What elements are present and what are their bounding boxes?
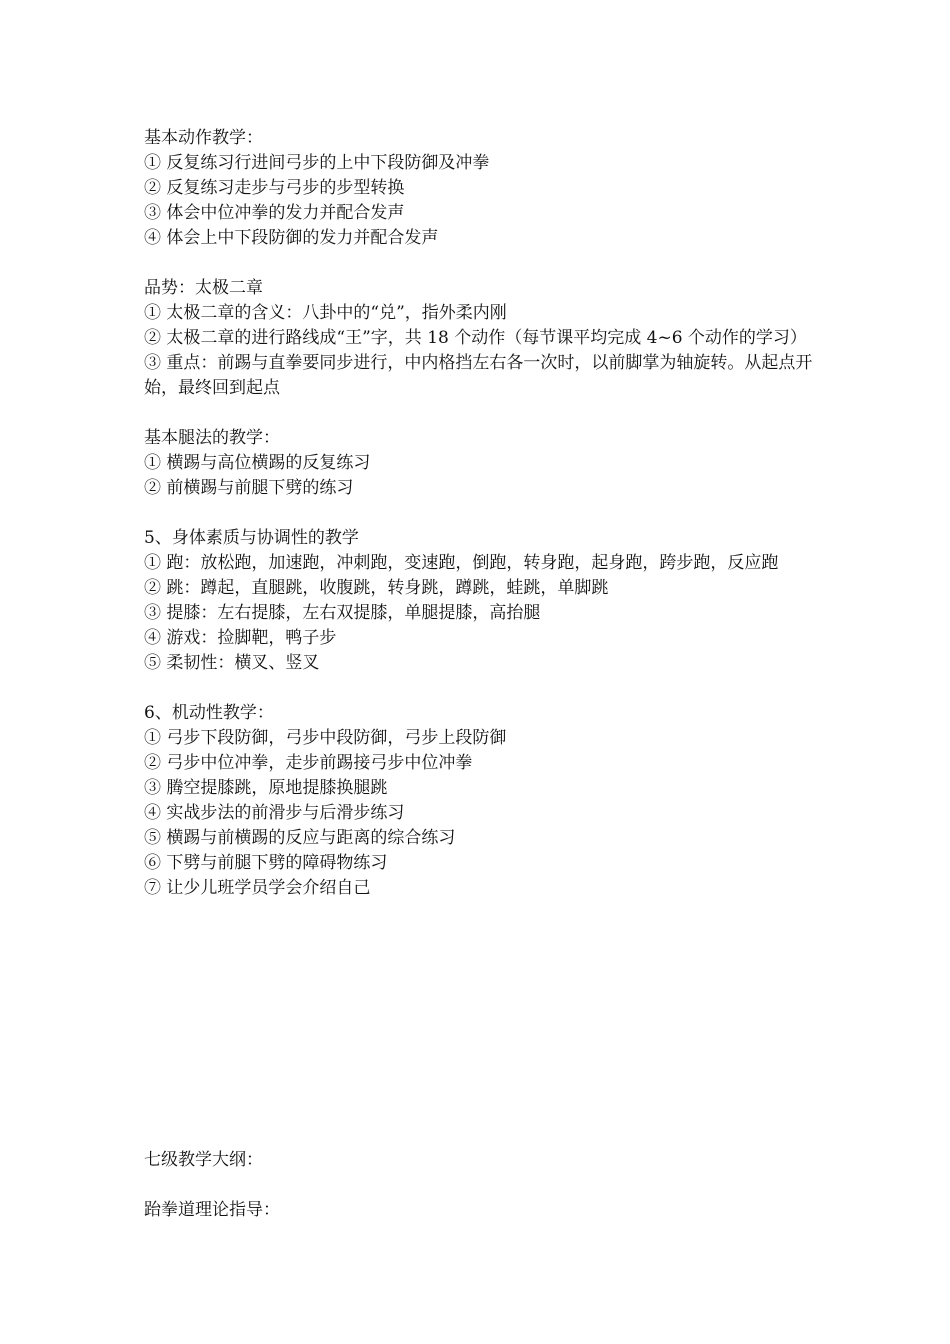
list-item: ⑥ 下劈与前腿下劈的障碍物练习	[144, 853, 388, 873]
section-heading: 基本动作教学：	[144, 128, 263, 148]
list-item: ③ 重点：前踢与直拳要同步进行，中内格挡左右各一次时，以前脚掌为轴旋转。从起点开始，最终回到起点	[144, 353, 813, 398]
document-body	[144, 126, 814, 901]
section-heading: 品势：太极二章	[144, 278, 263, 298]
kicks-section	[144, 426, 814, 501]
spacer	[144, 676, 814, 701]
mobility-section	[144, 701, 814, 901]
spacer	[144, 401, 814, 426]
list-item: ④ 实战步法的前滑步与后滑步练习	[144, 803, 405, 823]
section-heading: 5、身体素质与协调性的教学	[144, 528, 359, 548]
list-item: ② 反复练习走步与弓步的步型转换	[144, 178, 405, 198]
section-heading: 七级教学大纲：	[144, 1150, 263, 1170]
list-item: ① 跑：放松跑，加速跑，冲刺跑，变速跑，倒跑，转身跑，起身跑，跨步跑，反应跑	[144, 553, 779, 573]
list-item: ② 前横踢与前腿下劈的练习	[144, 478, 354, 498]
list-item: ① 反复练习行进间弓步的上中下段防御及冲拳	[144, 153, 490, 173]
list-item: ① 弓步下段防御，弓步中段防御，弓步上段防御	[144, 728, 507, 748]
level7-section	[144, 1148, 814, 1223]
list-item: ③ 提膝：左右提膝，左右双提膝，单腿提膝，高抬腿	[144, 603, 541, 623]
list-item: ③ 腾空提膝跳，原地提膝换腿跳	[144, 778, 388, 798]
list-item: ⑦ 让少儿班学员学会介绍自己	[144, 878, 371, 898]
basic-moves-section	[144, 126, 814, 251]
spacer	[144, 501, 814, 526]
list-item: ③ 体会中位冲拳的发力并配合发声	[144, 203, 405, 223]
section-heading: 基本腿法的教学：	[144, 428, 280, 448]
section-heading: 6、机动性教学：	[144, 703, 274, 723]
list-item: ① 横踢与高位横踢的反复练习	[144, 453, 371, 473]
fitness-section	[144, 526, 814, 676]
list-item: ⑤ 柔韧性：横叉、竖叉	[144, 653, 320, 673]
list-item: ① 太极二章的含义：八卦中的“兑”，指外柔内刚	[144, 303, 507, 323]
list-item: ② 跳：蹲起，直腿跳，收腹跳，转身跳，蹲跳，蛙跳，单脚跳	[144, 578, 609, 598]
list-item: ② 弓步中位冲拳，走步前踢接弓步中位冲拳	[144, 753, 473, 773]
list-item: ⑤ 横踢与前横踢的反应与距离的综合练习	[144, 828, 456, 848]
list-item: ② 太极二章的进行路线成“王”字，共 18 个动作（每节课平均完成 4~6 个动作的学习）	[144, 328, 807, 348]
spacer	[144, 251, 814, 276]
list-item: ④ 游戏：捡脚靶，鸭子步	[144, 628, 337, 648]
list-item: ④ 体会上中下段防御的发力并配合发声	[144, 228, 439, 248]
poomsae-section	[144, 276, 814, 401]
section-heading: 跆拳道理论指导：	[144, 1200, 280, 1220]
